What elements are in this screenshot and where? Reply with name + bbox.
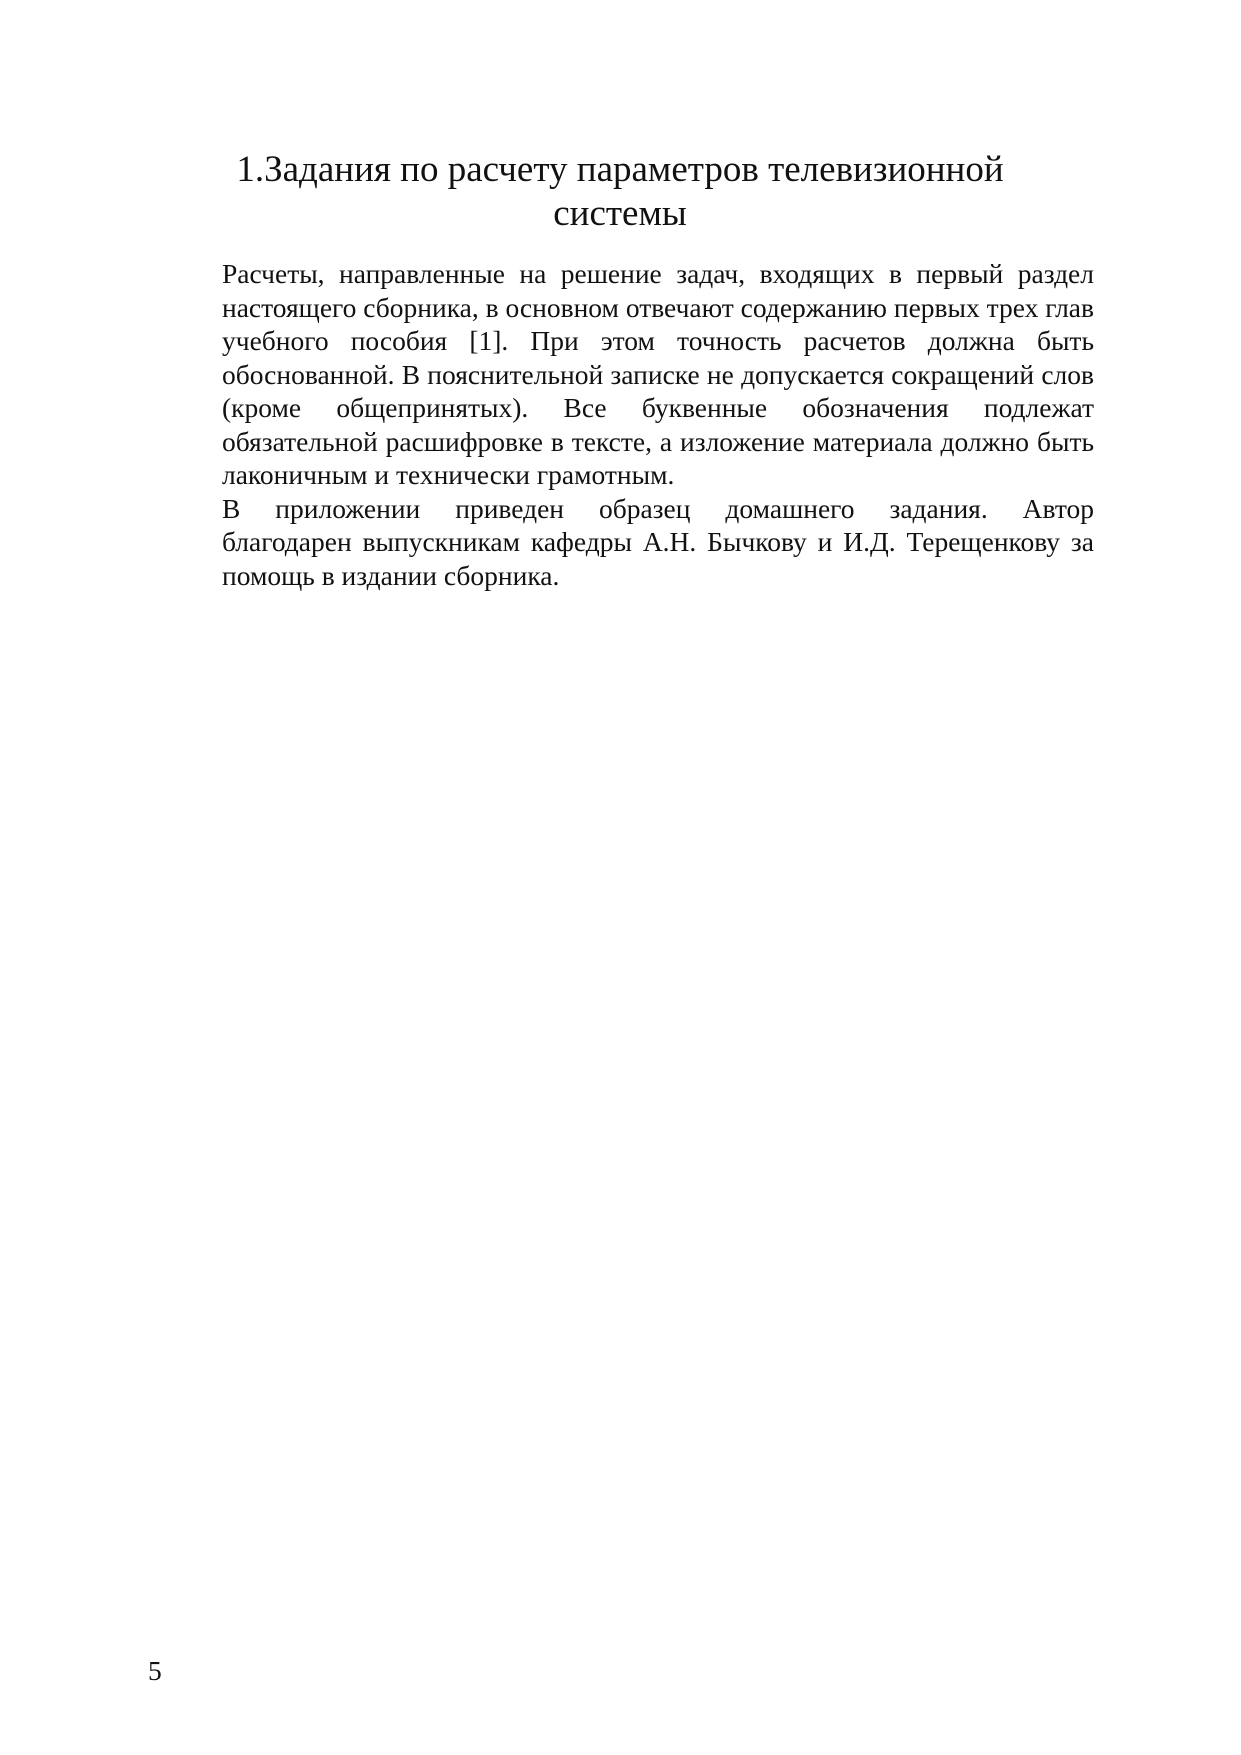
paragraph-line: Расчеты, направленные на решение задач, входящих в первый раздел <box>222 258 1094 289</box>
page-number: 5 <box>148 1655 162 1686</box>
paragraph-line: (кроме общепринятых). Все буквенные обозначения подлежат <box>222 392 1094 423</box>
paragraph-line: обязательной расшифровке в тексте, а изложение материала должно быть <box>222 425 1094 457</box>
section-title-line-1: 1.Задания по расчету параметров телевизионной <box>236 149 1004 190</box>
paragraph-line: помощь в издании сборника. <box>222 559 560 591</box>
paragraph-line: настоящего сборника, в основном отвечают содержанию первых трех глав <box>222 291 1094 323</box>
paragraph-2 <box>148 492 1094 593</box>
paragraph-line: учебного пособия [1]. При этом точность расчетов должна быть <box>222 325 1094 356</box>
section-title <box>140 148 1100 236</box>
paragraph-1 <box>148 257 1094 492</box>
paragraph-line: лаконичным и технически грамотным. <box>222 459 675 490</box>
body-text <box>148 257 1094 592</box>
paragraph-line: В приложении приведен образец домашнего задания. Автор <box>222 492 1094 524</box>
paragraph-line: благодарен выпускникам кафедры А.Н. Бычкову и И.Д. Терещенкову за <box>222 526 1094 557</box>
section-title-line-2: системы <box>553 193 687 234</box>
paragraph-line: обоснованной. В пояснительной записке не допускается сокращений слов <box>222 358 1094 390</box>
